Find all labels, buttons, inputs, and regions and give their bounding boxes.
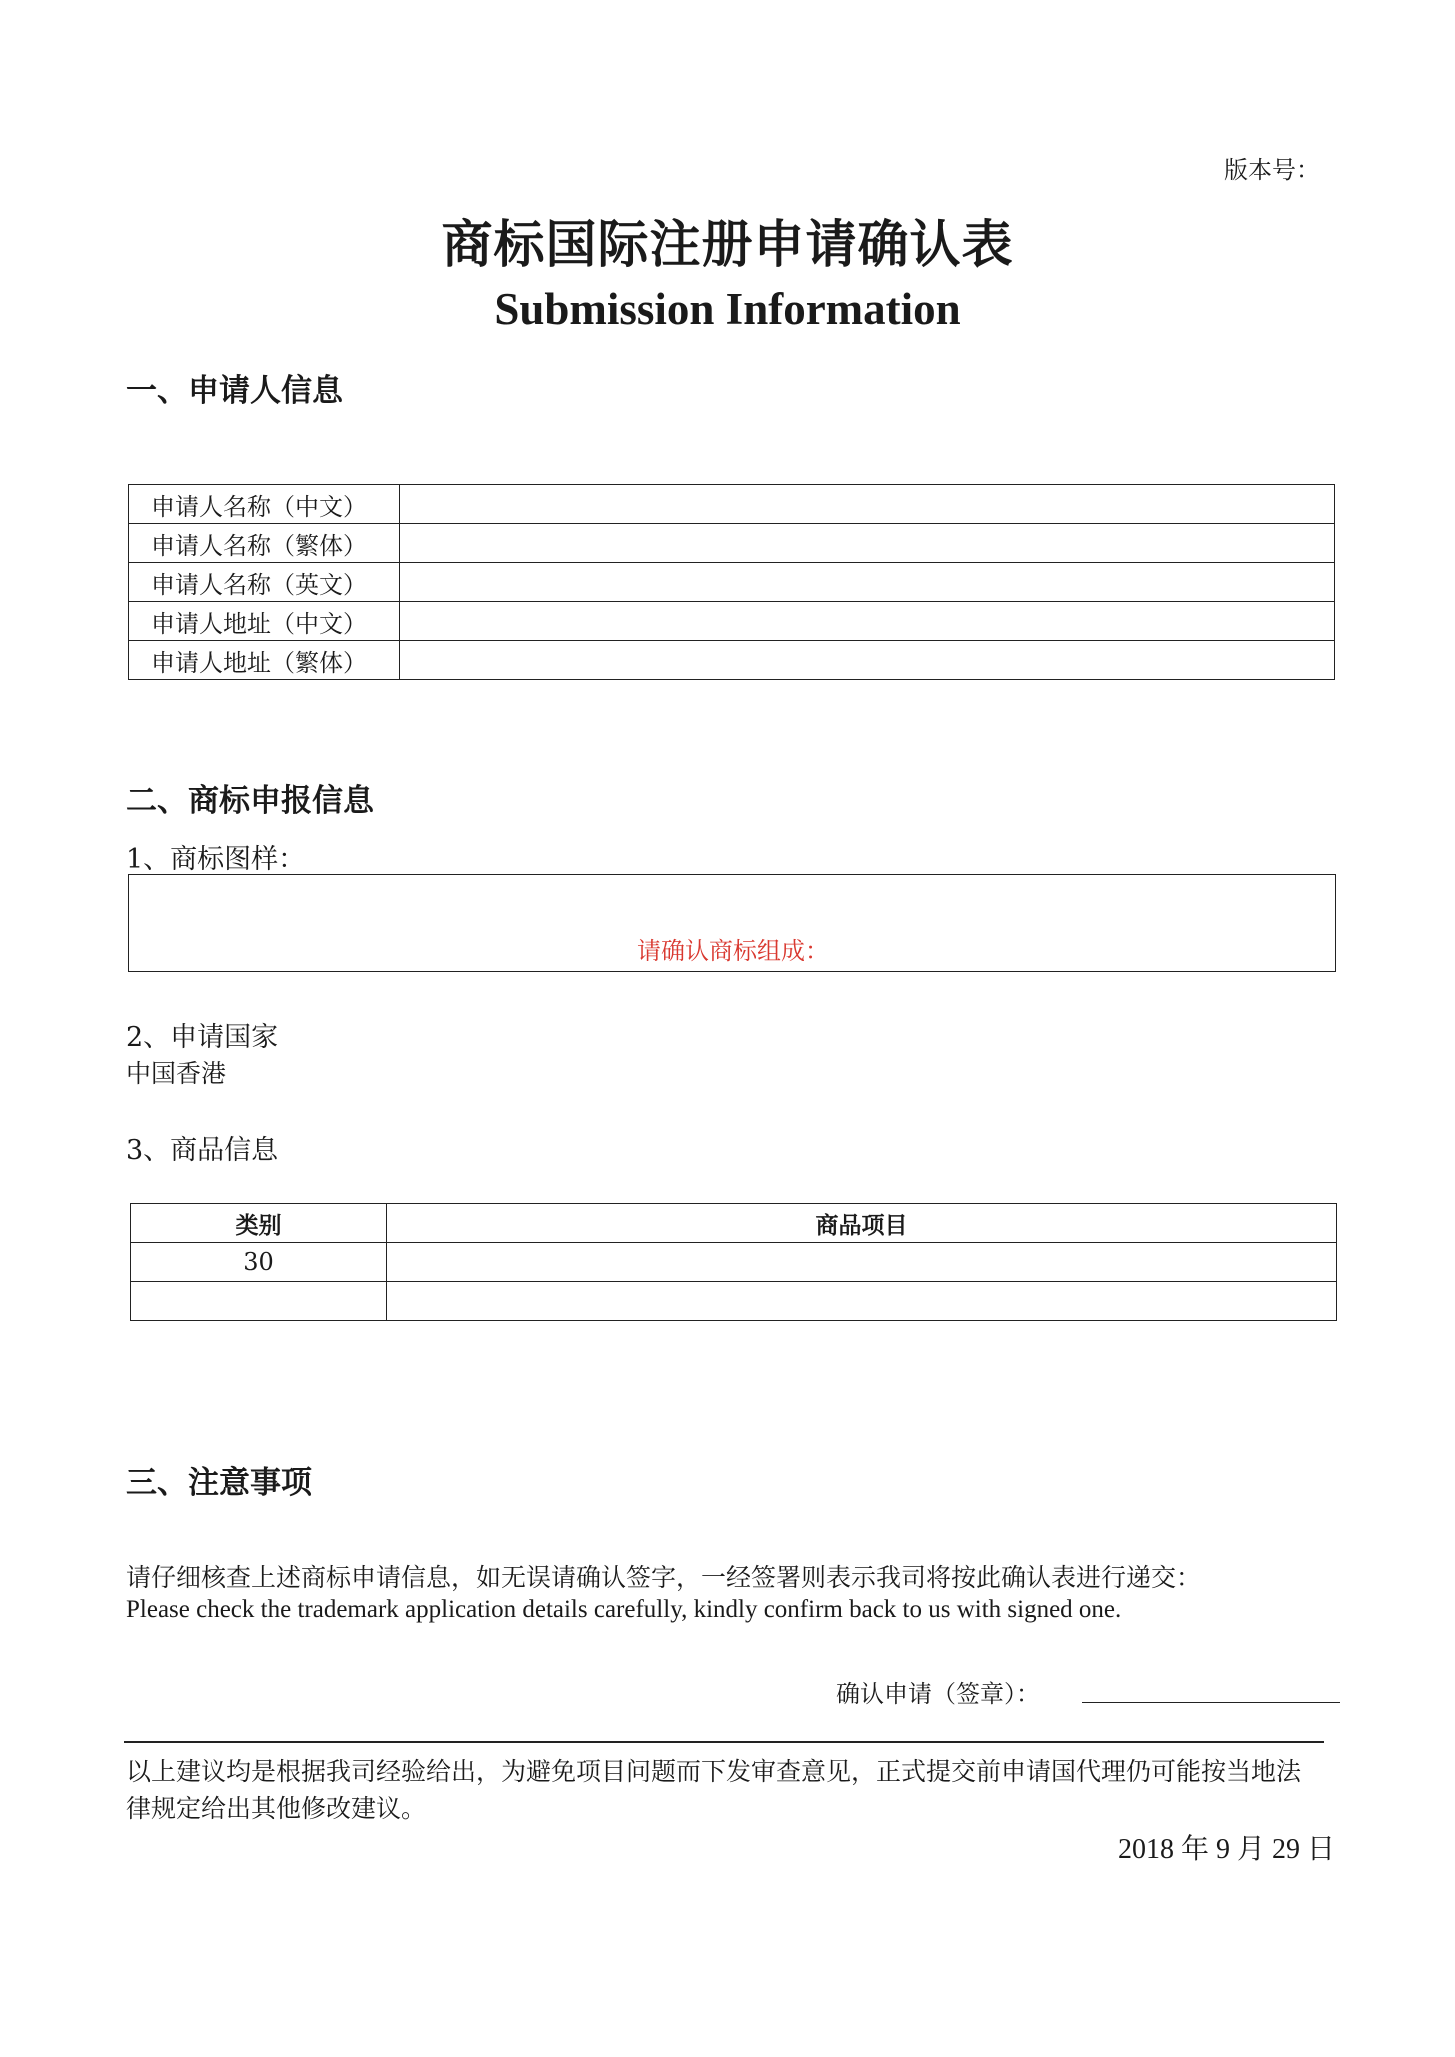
- signature-label: 确认申请（签章）：: [836, 1680, 1040, 1708]
- mark-sample-box: [128, 874, 1336, 972]
- goods-cell[interactable]: [387, 1243, 1337, 1282]
- notice-en: Please check the trademark application details carefully, kindly confirm back to us with signed one.: [126, 1596, 1122, 1623]
- applicant-name-cn-label: 申请人名称（中文）: [129, 485, 400, 524]
- table-row: [131, 1282, 1337, 1321]
- applicant-name-tc-value[interactable]: [400, 524, 1335, 563]
- table-row: [129, 563, 1335, 602]
- page-title-cn: 商标国际注册申请确认表: [441, 215, 1014, 275]
- goods-info-label: 3、商品信息: [126, 1135, 279, 1166]
- table-row: [129, 641, 1335, 680]
- section-heading-trademark: 二、商标申报信息: [126, 783, 374, 819]
- class-column-header: 类别: [131, 1204, 387, 1243]
- footer-note-line2: 律规定给出其他修改建议。: [126, 1794, 427, 1823]
- signature-line[interactable]: [1082, 1702, 1340, 1703]
- country-label: 2、申请国家: [126, 1022, 279, 1053]
- table-header-row: [131, 1204, 1337, 1243]
- page-title-en: Submission Information: [494, 284, 961, 334]
- notice-cn: 请仔细核查上述商标申请信息，如无误请确认签字，一经签署则表示我司将按此确认表进行递交：: [126, 1563, 1202, 1592]
- country-value: 中国香港: [126, 1059, 227, 1088]
- applicant-name-en-value[interactable]: [400, 563, 1335, 602]
- table-row: [129, 602, 1335, 641]
- section-heading-applicant: 一、申请人信息: [126, 373, 343, 409]
- applicant-address-tc-label: 申请人地址（繁体）: [129, 641, 400, 680]
- document-date: 2018 年 9 月 29 日: [1117, 1834, 1335, 1865]
- mark-confirm-note: 请确认商标组成：: [637, 937, 829, 965]
- section-heading-notice: 三、注意事项: [126, 1465, 312, 1501]
- footer-note-line1: 以上建议均是根据我司经验给出，为避免项目问题而下发审查意见，正式提交前申请国代理仍可能按当地法: [126, 1757, 1302, 1786]
- goods-column-header: 商品项目: [387, 1204, 1337, 1243]
- applicant-name-tc-label: 申请人名称（繁体）: [129, 524, 400, 563]
- applicant-address-cn-label: 申请人地址（中文）: [129, 602, 400, 641]
- goods-table: [130, 1203, 1337, 1321]
- applicant-name-en-label: 申请人名称（英文）: [129, 563, 400, 602]
- applicant-address-tc-value[interactable]: [400, 641, 1335, 680]
- applicant-name-cn-value[interactable]: [400, 485, 1335, 524]
- class-cell[interactable]: [131, 1282, 387, 1321]
- footer-divider: [124, 1741, 1324, 1743]
- mark-sample-label: 1、商标图样：: [126, 844, 306, 875]
- class-cell[interactable]: 30: [131, 1243, 387, 1282]
- applicant-info-table: [128, 484, 1335, 680]
- applicant-address-cn-value[interactable]: [400, 602, 1335, 641]
- table-row: [129, 485, 1335, 524]
- version-label: 版本号：: [1224, 156, 1320, 184]
- goods-cell[interactable]: [387, 1282, 1337, 1321]
- table-row: [131, 1243, 1337, 1282]
- table-row: [129, 524, 1335, 563]
